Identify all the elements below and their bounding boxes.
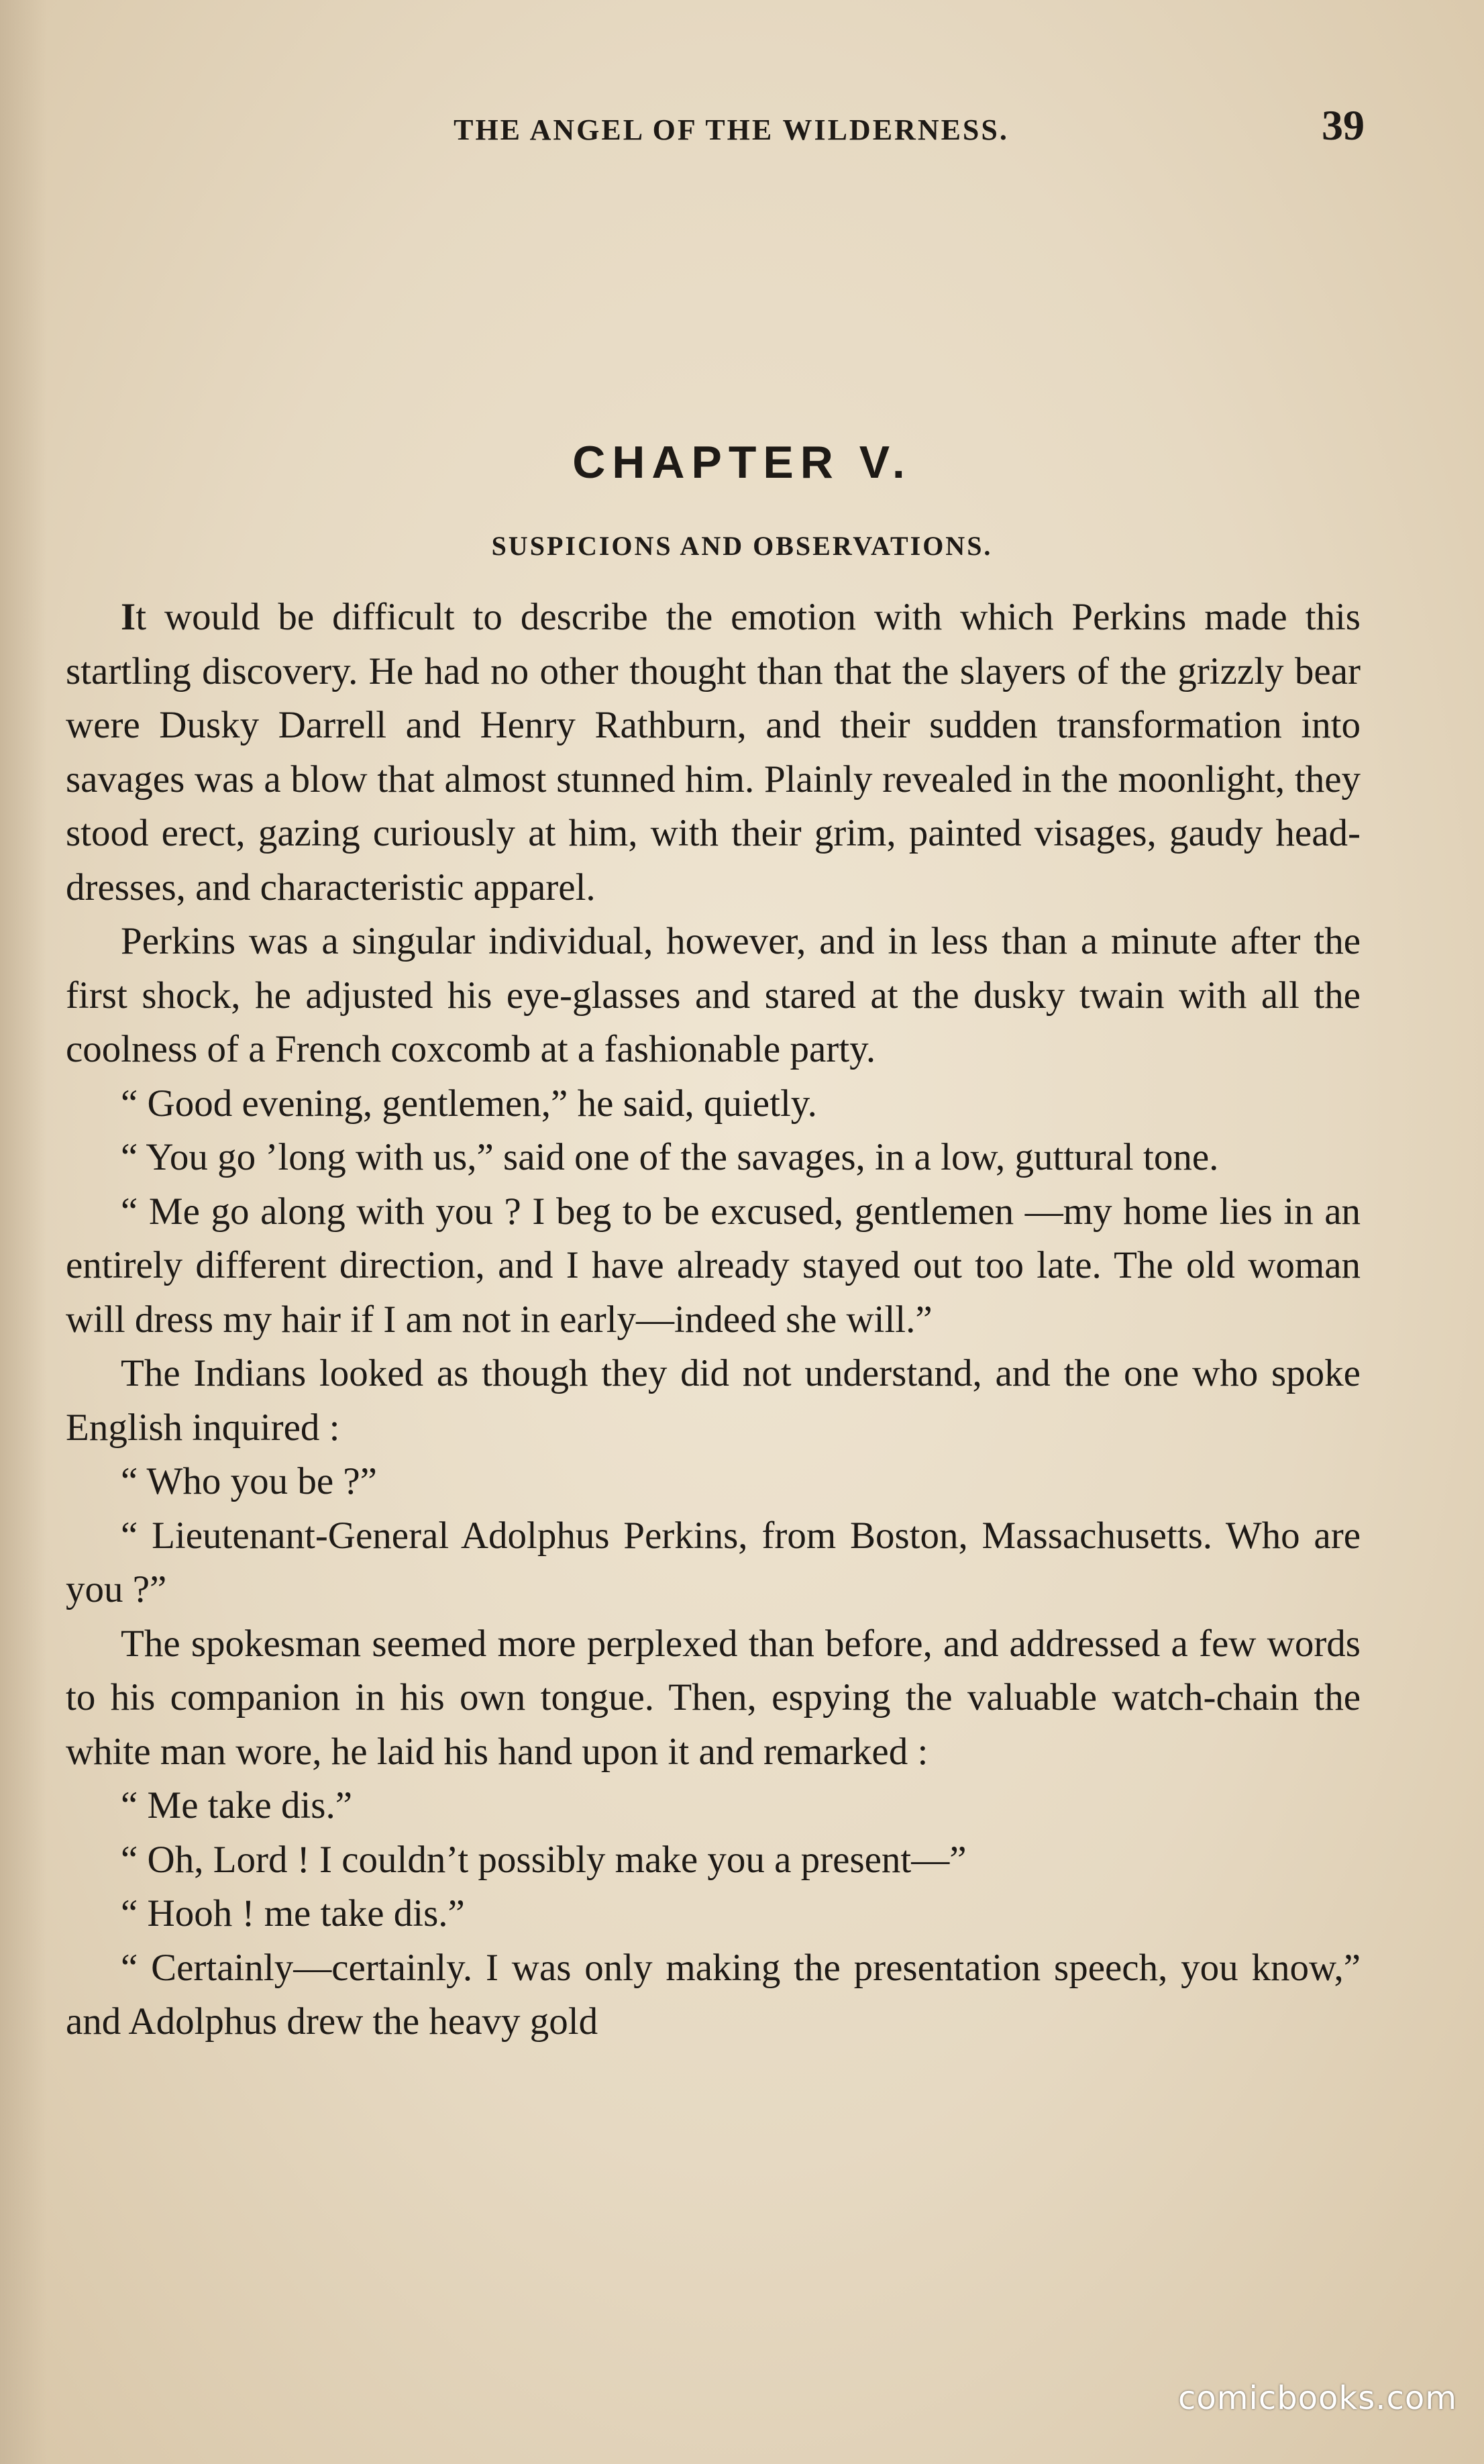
paragraph: “ Lieutenant-General Adolphus Perkins, from Boston, Massachusetts. Who are you ?”: [66, 1514, 1361, 1610]
paragraph: “ You go ’long with us,” said one of the savages, in a low, guttural tone.: [121, 1136, 1219, 1178]
site-watermark: comicbooks.com: [1177, 2379, 1457, 2417]
paragraph: “ Good evening, gentlemen,” he said, quietly.: [121, 1082, 817, 1125]
paragraph: The spokesman seemed more perplexed than before, and addressed a few words to his companion in his own tongue. Then, espying the valuable watch-chain the white man wore, he laid his hand upon it and remarked :: [66, 1622, 1361, 1773]
paragraph: “ Who you be ?”: [121, 1460, 377, 1502]
paragraph: “ Me take dis.”: [121, 1784, 353, 1827]
chapter-subtitle: SUSPICIONS AND OBSERVATIONS.: [491, 531, 993, 561]
page-edge-shadow: [0, 0, 47, 2464]
chapter-heading: CHAPTER V.: [572, 437, 912, 488]
page-number: 39: [1322, 101, 1365, 149]
paragraph: Perkins was a singular individual, however, and in less than a minute after the first shock, he adjusted his eye-glasses and stared at the dusky twain with all the coolness of a French coxcomb at a fashionable party.: [66, 920, 1361, 1070]
chapter-body: [66, 591, 1361, 2049]
paragraph: “ Hooh ! me take dis.”: [121, 1892, 465, 1935]
running-title: THE ANGEL OF THE WILDERNESS.: [454, 113, 1009, 146]
paragraph: “ Oh, Lord ! I couldn’t possibly make you a present—”: [121, 1838, 967, 1881]
paragraph: It would be difficult to describe the emotion with which Perkins made this startling discovery. He had no other thought than that the slayers of the grizzly bear were Dusky Darrell and Henry Rathburn, and their sudden transformation into savages was a blow that almost stunned him. Plainly revealed in the moonlight, they stood erect, gazing curiously at him, with their grim, painted visages, gaudy head-dresses, and characteristic apparel.: [66, 596, 1361, 909]
paragraph: “ Certainly—certainly. I was only making the presentation speech, you know,” and Adolphus drew the heavy gold: [66, 1946, 1361, 2043]
paragraph: The Indians looked as though they did not understand, and the one who spoke English inquired :: [66, 1352, 1361, 1449]
paragraph: “ Me go along with you ? I beg to be excused, gentlemen —my home lies in an entirely different direction, and I have already stayed out too late. The old woman will dress my hair if I am not in early—indeed she will.”: [66, 1190, 1361, 1341]
